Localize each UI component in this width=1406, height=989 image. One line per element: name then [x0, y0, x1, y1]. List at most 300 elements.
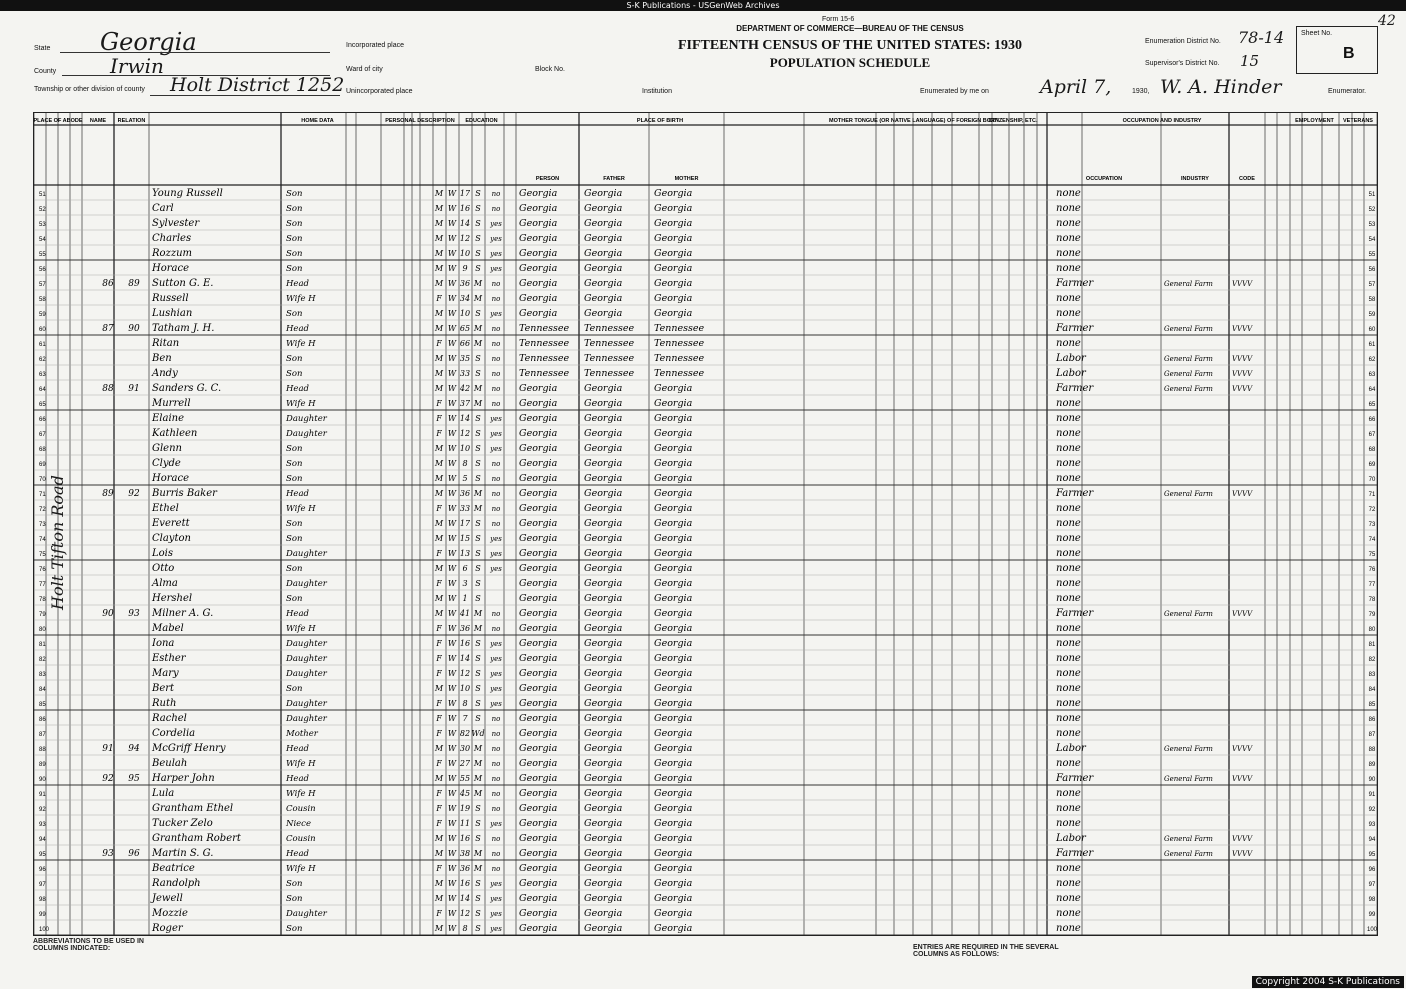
cell-code: VVVV: [1232, 775, 1253, 783]
cell-name: Lushian: [152, 308, 193, 319]
cell-dw: 90: [102, 609, 114, 619]
cell-race: W: [447, 249, 457, 258]
cell-race: W: [447, 474, 457, 483]
cell-age: 27: [459, 759, 471, 768]
cell-mother: Tennessee: [654, 353, 705, 364]
cell-sex: F: [436, 399, 442, 408]
cell-line-number-right: 55: [1368, 252, 1376, 258]
cell-rel: Son: [286, 519, 303, 529]
cell-father: Tennessee: [584, 338, 635, 349]
cell-name: Lula: [152, 788, 175, 799]
cell-name: Randolph: [152, 878, 201, 889]
cell-father: Georgia: [584, 608, 623, 619]
cell-age: 12: [459, 909, 471, 918]
cell-n: 89: [39, 762, 46, 768]
cell-age: 16: [459, 204, 471, 213]
cell-birth: Georgia: [519, 503, 558, 514]
cell-school: no: [491, 475, 501, 483]
cell-mother: Georgia: [654, 278, 693, 289]
cell-ms: S: [475, 654, 481, 663]
cell-mother: Georgia: [654, 833, 693, 844]
cell-age: 10: [459, 309, 471, 318]
cell-sex: M: [434, 534, 444, 543]
cell-father: Georgia: [584, 503, 623, 514]
table-row: [39, 818, 1376, 829]
cell-line-number-right: 83: [1368, 672, 1376, 678]
cell-name: Tucker Zelo: [152, 818, 213, 829]
cell-line-number-right: 59: [1368, 312, 1376, 318]
cell-school: yes: [490, 550, 502, 558]
cell-ms: S: [475, 519, 481, 528]
cell-name: Bert: [152, 683, 175, 694]
schedule-title: POPULATION SCHEDULE: [769, 55, 931, 70]
table-row: [39, 773, 1376, 784]
cell-age: 38: [459, 849, 471, 858]
cell-name: Alma: [152, 578, 178, 589]
table-row: [39, 383, 1376, 394]
cell-n: 66: [39, 417, 46, 423]
cell-n: 98: [39, 897, 46, 903]
cell-fam: 90: [128, 324, 140, 334]
cell-mother: Georgia: [654, 503, 693, 514]
cell-n: 90: [39, 777, 46, 783]
cell-dw: 92: [102, 774, 114, 784]
cell-birth: Georgia: [519, 203, 558, 214]
cell-occ: none: [1056, 548, 1081, 559]
cell-sex: F: [436, 759, 442, 768]
table-row: [39, 413, 1376, 424]
cell-ms: S: [475, 534, 481, 543]
cell-school: no: [491, 385, 501, 393]
sd-label: Supervisor's District No.: [1145, 60, 1220, 67]
column-group-label: HOME DATA: [301, 118, 334, 124]
cell-ind: General Farm: [1164, 370, 1213, 378]
cell-sex: F: [436, 864, 442, 873]
cell-occ: Labor: [1056, 353, 1086, 364]
cell-birth: Georgia: [519, 623, 558, 634]
cell-age: 36: [459, 624, 471, 633]
cell-rel: Son: [286, 264, 303, 274]
cell-birth: Georgia: [519, 818, 558, 829]
cell-rel: Head: [286, 384, 309, 394]
cell-sex: F: [436, 804, 442, 813]
cell-school: yes: [490, 820, 502, 828]
cell-name: Otto: [152, 563, 175, 574]
cell-rel: Son: [286, 459, 303, 469]
cell-birth: Georgia: [519, 893, 558, 904]
column-group-label: PERSONAL DESCRIPTION: [385, 118, 455, 124]
cell-sex: F: [436, 624, 442, 633]
cell-occ: none: [1056, 923, 1081, 934]
cell-rel: Mother: [286, 729, 318, 739]
cell-sex: M: [434, 189, 444, 198]
table-row: [39, 308, 1376, 319]
cell-race: W: [447, 564, 457, 573]
table-row: [39, 578, 1376, 589]
cell-mother: Georgia: [654, 398, 693, 409]
table-row: [39, 863, 1376, 874]
cell-mother: Georgia: [654, 743, 693, 754]
cell-ms: S: [475, 189, 481, 198]
cell-line-number-right: 53: [1368, 222, 1376, 228]
cell-fam: 96: [128, 849, 140, 859]
cell-ind: General Farm: [1164, 610, 1213, 618]
cell-occ: none: [1056, 713, 1081, 724]
cell-rel: Daughter: [286, 654, 327, 664]
cell-line-number-right: 58: [1368, 297, 1376, 303]
cell-line-number-right: 81: [1368, 642, 1376, 648]
cell-mother: Tennessee: [654, 323, 705, 334]
cell-ms: S: [475, 804, 481, 813]
cell-birth: Georgia: [519, 248, 558, 259]
cell-line-number-right: 68: [1368, 447, 1376, 453]
cell-school: yes: [490, 925, 502, 933]
cell-line-number-right: 63: [1368, 372, 1376, 378]
cell-n: 80: [39, 627, 46, 633]
cell-school: no: [491, 460, 501, 468]
cell-mother: Georgia: [654, 308, 693, 319]
table-row: [39, 443, 1376, 454]
cell-father: Georgia: [584, 533, 623, 544]
cell-ms: M: [473, 864, 483, 873]
cell-name: Mozzie: [152, 908, 188, 919]
footer-instructions: [33, 936, 1376, 978]
cell-rel: Head: [286, 489, 309, 499]
cell-birth: Georgia: [519, 908, 558, 919]
cell-race: W: [447, 834, 457, 843]
cell-father: Tennessee: [584, 353, 635, 364]
cell-birth: Georgia: [519, 698, 558, 709]
table-row: [39, 428, 1376, 439]
cell-name: Rachel: [152, 713, 187, 724]
cell-father: Georgia: [584, 653, 623, 664]
cell-age: 66: [459, 339, 471, 348]
cell-birth: Georgia: [519, 488, 558, 499]
cell-birth: Tennessee: [519, 353, 570, 364]
cell-rel: Wife H: [286, 399, 316, 409]
cell-occ: Farmer: [1056, 608, 1094, 619]
cell-rel: Head: [286, 279, 309, 289]
cell-n: 65: [39, 402, 46, 408]
cell-father: Georgia: [584, 563, 623, 574]
cell-birth: Georgia: [519, 683, 558, 694]
cell-sex: F: [436, 579, 442, 588]
cell-age: 12: [459, 669, 471, 678]
cell-ms: M: [473, 339, 483, 348]
cell-n: 70: [39, 477, 46, 483]
cell-mother: Georgia: [654, 863, 693, 874]
cell-race: W: [447, 534, 457, 543]
cell-name: Young Russell: [152, 188, 223, 199]
cell-n: 94: [39, 837, 46, 843]
cell-mother: Georgia: [654, 698, 693, 709]
cell-sex: M: [434, 204, 444, 213]
cell-birth: Tennessee: [519, 368, 570, 379]
table-row: [39, 398, 1376, 409]
cell-school: no: [491, 715, 501, 723]
cell-rel: Niece: [286, 819, 311, 829]
cell-race: W: [447, 369, 457, 378]
cell-ms: S: [475, 264, 481, 273]
cell-line-number-right: 88: [1368, 747, 1376, 753]
cell-ind: General Farm: [1164, 490, 1213, 498]
cell-birth: Georgia: [519, 308, 558, 319]
column-header: OCCUPATION: [1085, 176, 1123, 182]
cell-line-number-right: 61: [1368, 342, 1376, 348]
column-group-label: RELATION: [117, 118, 146, 124]
cell-father: Georgia: [584, 863, 623, 874]
table-row: [39, 833, 1376, 844]
cell-rel: Son: [286, 249, 303, 259]
cell-rel: Son: [286, 894, 303, 904]
cell-rel: Daughter: [286, 699, 327, 709]
cell-sex: M: [434, 354, 444, 363]
abbrev-title: ABBREVIATIONS TO BE USED IN COLUMNS INDICATED:: [33, 938, 144, 952]
cell-rel: Daughter: [286, 639, 327, 649]
cell-occ: none: [1056, 473, 1081, 484]
cell-school: yes: [490, 640, 502, 648]
cell-age: 36: [459, 864, 471, 873]
cell-sex: M: [434, 459, 444, 468]
cell-race: W: [447, 849, 457, 858]
cell-line-number-right: 51: [1368, 192, 1376, 198]
cell-race: W: [447, 789, 457, 798]
cell-ms: S: [475, 879, 481, 888]
cell-race: W: [447, 729, 457, 738]
cell-age: 36: [459, 279, 471, 288]
cell-ms: S: [475, 219, 481, 228]
cell-ind: General Farm: [1164, 835, 1213, 843]
cell-rel: Son: [286, 189, 303, 199]
cell-birth: Georgia: [519, 293, 558, 304]
cell-father: Georgia: [584, 518, 623, 529]
cell-n: 100: [39, 927, 50, 933]
cell-occ: none: [1056, 623, 1081, 634]
township-value: Holt District 1252: [170, 74, 345, 96]
cell-line-number-right: 98: [1368, 897, 1376, 903]
table-row: [39, 293, 1376, 304]
cell-age: 11: [459, 819, 471, 828]
department-title: DEPARTMENT OF COMMERCE—BUREAU OF THE CENSUS: [736, 24, 964, 33]
cell-name: Elaine: [152, 413, 185, 424]
cell-sex: F: [436, 789, 442, 798]
cell-school: no: [491, 775, 501, 783]
cell-occ: none: [1056, 653, 1081, 664]
cell-birth: Georgia: [519, 848, 558, 859]
cell-sex: M: [434, 834, 444, 843]
cell-occ: none: [1056, 413, 1081, 424]
cell-name: Grantham Ethel: [152, 803, 234, 814]
cell-occ: none: [1056, 518, 1081, 529]
cell-name: Russell: [152, 293, 189, 304]
cell-race: W: [447, 429, 457, 438]
cell-line-number-right: 75: [1368, 552, 1376, 558]
table-row: [39, 788, 1376, 799]
cell-occ: none: [1056, 233, 1081, 244]
cell-n: 64: [39, 387, 46, 393]
table-row: [39, 668, 1376, 679]
cell-father: Georgia: [584, 683, 623, 694]
cell-school: no: [491, 610, 501, 618]
cell-father: Georgia: [584, 743, 623, 754]
cell-birth: Georgia: [519, 218, 558, 229]
township-label: Township or other division of county: [34, 86, 145, 93]
cell-occ: Labor: [1056, 368, 1086, 379]
cell-ind: General Farm: [1164, 355, 1213, 363]
cell-line-number-right: 76: [1368, 567, 1376, 573]
cell-ms: M: [473, 789, 483, 798]
cell-father: Georgia: [584, 293, 623, 304]
page-stamp: 42: [1378, 13, 1396, 29]
cell-school: no: [491, 340, 501, 348]
cell-line-number-right: 56: [1368, 267, 1376, 273]
column-group-label: OCCUPATION AND INDUSTRY: [1122, 118, 1202, 124]
cell-father: Georgia: [584, 713, 623, 724]
column-group-label: NAME: [89, 118, 107, 124]
cell-occ: none: [1056, 203, 1081, 214]
cell-sex: M: [434, 264, 444, 273]
cell-name: Sanders G. C.: [152, 383, 222, 394]
cell-race: W: [447, 459, 457, 468]
cell-age: 65: [459, 324, 471, 333]
cell-line-number-right: 57: [1368, 282, 1376, 288]
table-row: [39, 473, 1376, 484]
cell-age: 16: [459, 639, 471, 648]
table-row: [39, 248, 1376, 259]
cell-rel: Cousin: [286, 834, 316, 844]
cell-age: 10: [459, 249, 471, 258]
cell-line-number-right: 62: [1368, 357, 1376, 363]
cell-name: Clayton: [152, 533, 191, 544]
cell-father: Georgia: [584, 788, 623, 799]
cell-sex: M: [434, 564, 444, 573]
cell-ms: S: [475, 474, 481, 483]
cell-father: Georgia: [584, 923, 623, 934]
cell-ms: Wd: [471, 729, 485, 738]
cell-ms: S: [475, 669, 481, 678]
cell-school: yes: [490, 565, 502, 573]
incorporated-place-label: Incorporated place: [346, 42, 404, 49]
cell-sex: F: [436, 504, 442, 513]
cell-line-number-right: 95: [1368, 852, 1376, 858]
cell-line-number-right: 80: [1368, 627, 1376, 633]
table-row: [39, 503, 1376, 514]
cell-race: W: [447, 189, 457, 198]
year-label: 1930,: [1132, 88, 1150, 95]
cell-ms: S: [475, 819, 481, 828]
cell-name: Hershel: [152, 593, 193, 604]
cell-mother: Georgia: [654, 383, 693, 394]
cell-age: 12: [459, 429, 471, 438]
cell-age: 9: [462, 264, 468, 273]
cell-age: 33: [459, 369, 471, 378]
cell-n: 52: [39, 207, 46, 213]
cell-mother: Georgia: [654, 428, 693, 439]
table-row: [39, 683, 1376, 694]
enumerated-label: Enumerated by me on: [920, 88, 989, 95]
cell-mother: Georgia: [654, 293, 693, 304]
cell-birth: Georgia: [519, 728, 558, 739]
column-group-label: EMPLOYMENT: [1295, 118, 1334, 124]
cell-n: 59: [39, 312, 46, 318]
cell-age: 14: [459, 654, 471, 663]
cell-age: 35: [459, 354, 471, 363]
cell-occ: none: [1056, 908, 1081, 919]
cell-name: Glenn: [152, 443, 182, 454]
cell-rel: Wife H: [286, 789, 316, 799]
cell-race: W: [447, 444, 457, 453]
cell-race: W: [447, 819, 457, 828]
table-row: [39, 923, 1377, 934]
cell-school: yes: [490, 880, 502, 888]
cell-rel: Head: [286, 744, 309, 754]
cell-name: Everett: [152, 518, 190, 529]
cell-race: W: [447, 624, 457, 633]
cell-age: 41: [459, 609, 471, 618]
cell-occ: none: [1056, 293, 1081, 304]
cell-n: 53: [39, 222, 46, 228]
cell-age: 42: [459, 384, 471, 393]
cell-mother: Georgia: [654, 488, 693, 499]
cell-name: Roger: [152, 923, 183, 934]
cell-n: 79: [39, 612, 46, 618]
state-label: State: [34, 45, 51, 52]
cell-age: 33: [459, 504, 471, 513]
cell-race: W: [447, 684, 457, 693]
cell-n: 82: [39, 657, 46, 663]
cell-birth: Georgia: [519, 518, 558, 529]
cell-rel: Wife H: [286, 294, 316, 304]
cell-n: 67: [39, 432, 46, 438]
cell-rel: Daughter: [286, 714, 327, 724]
cell-age: 14: [459, 414, 471, 423]
cell-sex: M: [434, 489, 444, 498]
cell-ms: S: [475, 204, 481, 213]
cell-mother: Georgia: [654, 803, 693, 814]
sd-value: 15: [1240, 52, 1260, 70]
cell-race: W: [447, 204, 457, 213]
cell-father: Tennessee: [584, 323, 635, 334]
table-row: [39, 338, 1376, 349]
cell-dw: 89: [102, 489, 114, 499]
cell-occ: none: [1056, 728, 1081, 739]
cell-school: no: [491, 280, 501, 288]
cell-birth: Georgia: [519, 563, 558, 574]
cell-school: no: [491, 205, 501, 213]
cell-father: Georgia: [584, 248, 623, 259]
cell-ms: M: [473, 624, 483, 633]
cell-n: 71: [39, 492, 46, 498]
cell-mother: Georgia: [654, 593, 693, 604]
cell-code: VVVV: [1232, 850, 1253, 858]
cell-birth: Georgia: [519, 653, 558, 664]
cell-school: no: [491, 835, 501, 843]
cell-school: no: [491, 355, 501, 363]
cell-sex: M: [434, 879, 444, 888]
copyright-banner: Copyright 2004 S-K Publications: [1252, 976, 1404, 988]
cell-age: 14: [459, 219, 471, 228]
cell-school: no: [491, 850, 501, 858]
cell-father: Georgia: [584, 398, 623, 409]
cell-code: VVVV: [1232, 355, 1253, 363]
table-row: [39, 803, 1376, 814]
cell-race: W: [447, 579, 457, 588]
table-row: [39, 893, 1376, 904]
cell-age: 14: [459, 894, 471, 903]
cell-father: Georgia: [584, 263, 623, 274]
cell-sex: F: [436, 549, 442, 558]
cell-code: VVVV: [1232, 835, 1253, 843]
